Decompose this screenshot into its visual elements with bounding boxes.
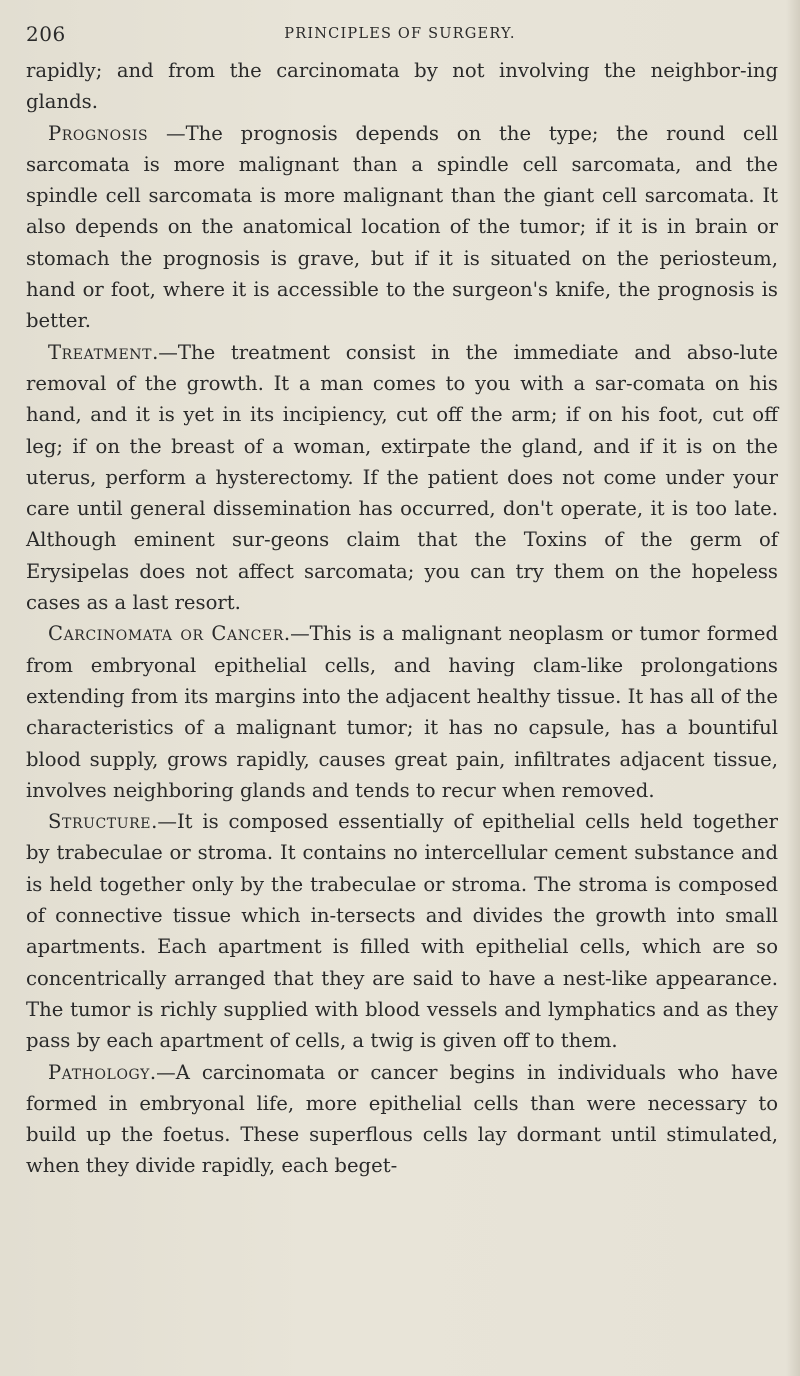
paragraph-text: .—It is composed essentially of epithelial cells held together by trabeculae or stroma. It contains no intercellular cement substance and is held together only by the trabeculae or stroma. The stroma is composed of connective tissue which in-tersects and divides the growth into small apartments. Each apartment is filled with epithelial cells, which are so concentrically arranged that they are said to have a nest-like appearance. The tumor is richly supplied with blood vessels and lymphatics and as they pass by each apartment of cells, a twig is given off to them.: [26, 810, 778, 1053]
running-head: PRINCIPLES OF SURGERY.: [284, 26, 516, 42]
section-heading-treatment: Treatment: [48, 340, 153, 364]
page-edge-shadow: [786, 0, 800, 1376]
paragraph-carcinomata: [26, 618, 778, 806]
paragraph-text: .—This is a malignant neoplasm or tumor formed from embryonal epithelial cells, and having clam-like prolongations extending from its margins into the adjacent healthy tissue. It has all of the characteristics of a malignant tumor; it has no capsule, has a bountiful blood supply, grows rapidly, causes great pain, infiltrates adjacent tissue, involves neighboring glands and tends to recur when removed.: [26, 622, 778, 802]
paragraph-treatment: [26, 337, 778, 619]
paragraph-prognosis: [26, 118, 778, 337]
section-heading-structure: Structure: [48, 810, 152, 834]
paragraph-pathology: [26, 1057, 778, 1182]
section-heading-prognosis: Prognosis: [48, 121, 149, 145]
page-header: [0, 18, 800, 48]
paragraph-text: .—The treatment consist in the immediate and abso-lute removal of the growth. It a man comes to you with a sar-comata on his hand, and it is yet in its incipiency, cut off the arm; if on his foot, cut off leg; if on the breast of a woman, extirpate the gland, and if it is on the uterus, perform a hysterectomy. If the patient does not come under your care until general dissemination has occurred, don't operate, it is too late. Although eminent sur-geons claim that the Toxins of the germ of Erysipelas does not affect sarcomata; you can try them on the hopeless cases as a last resort.: [26, 340, 778, 615]
paragraph-text: —The prognosis depends on the type; the round cell sarcomata is more malignant than a spindle cell sarcomata, and the spindle cell sarcomata is more malignant than the giant cell sarcomata. It also depends on the anatomical location of the tumor; if it is in brain or stomach the prognosis is grave, but if it is situated on the periosteum, hand or foot, where it is accessible to the surgeon's knife, the prognosis is better.: [26, 121, 778, 333]
paragraph-structure: [26, 806, 778, 1056]
paragraph-continuation: [26, 55, 778, 118]
page-number: 206: [26, 22, 66, 46]
paragraph-text: .—A carcinomata or cancer begins in individuals who have formed in embryonal life, more epithelial cells than were necessary to build up the foetus. These superflous cells lay dormant until stimulated, when they divide rapidly, each beget-: [26, 1060, 778, 1178]
paragraph-text: rapidly; and from the carcinomata by not involving the neighbor-ing glands.: [26, 59, 778, 114]
section-heading-pathology: Pathology: [48, 1060, 150, 1084]
body-text: [26, 55, 778, 1182]
section-heading-carcinomata: Carcinomata or Cancer: [48, 622, 284, 646]
